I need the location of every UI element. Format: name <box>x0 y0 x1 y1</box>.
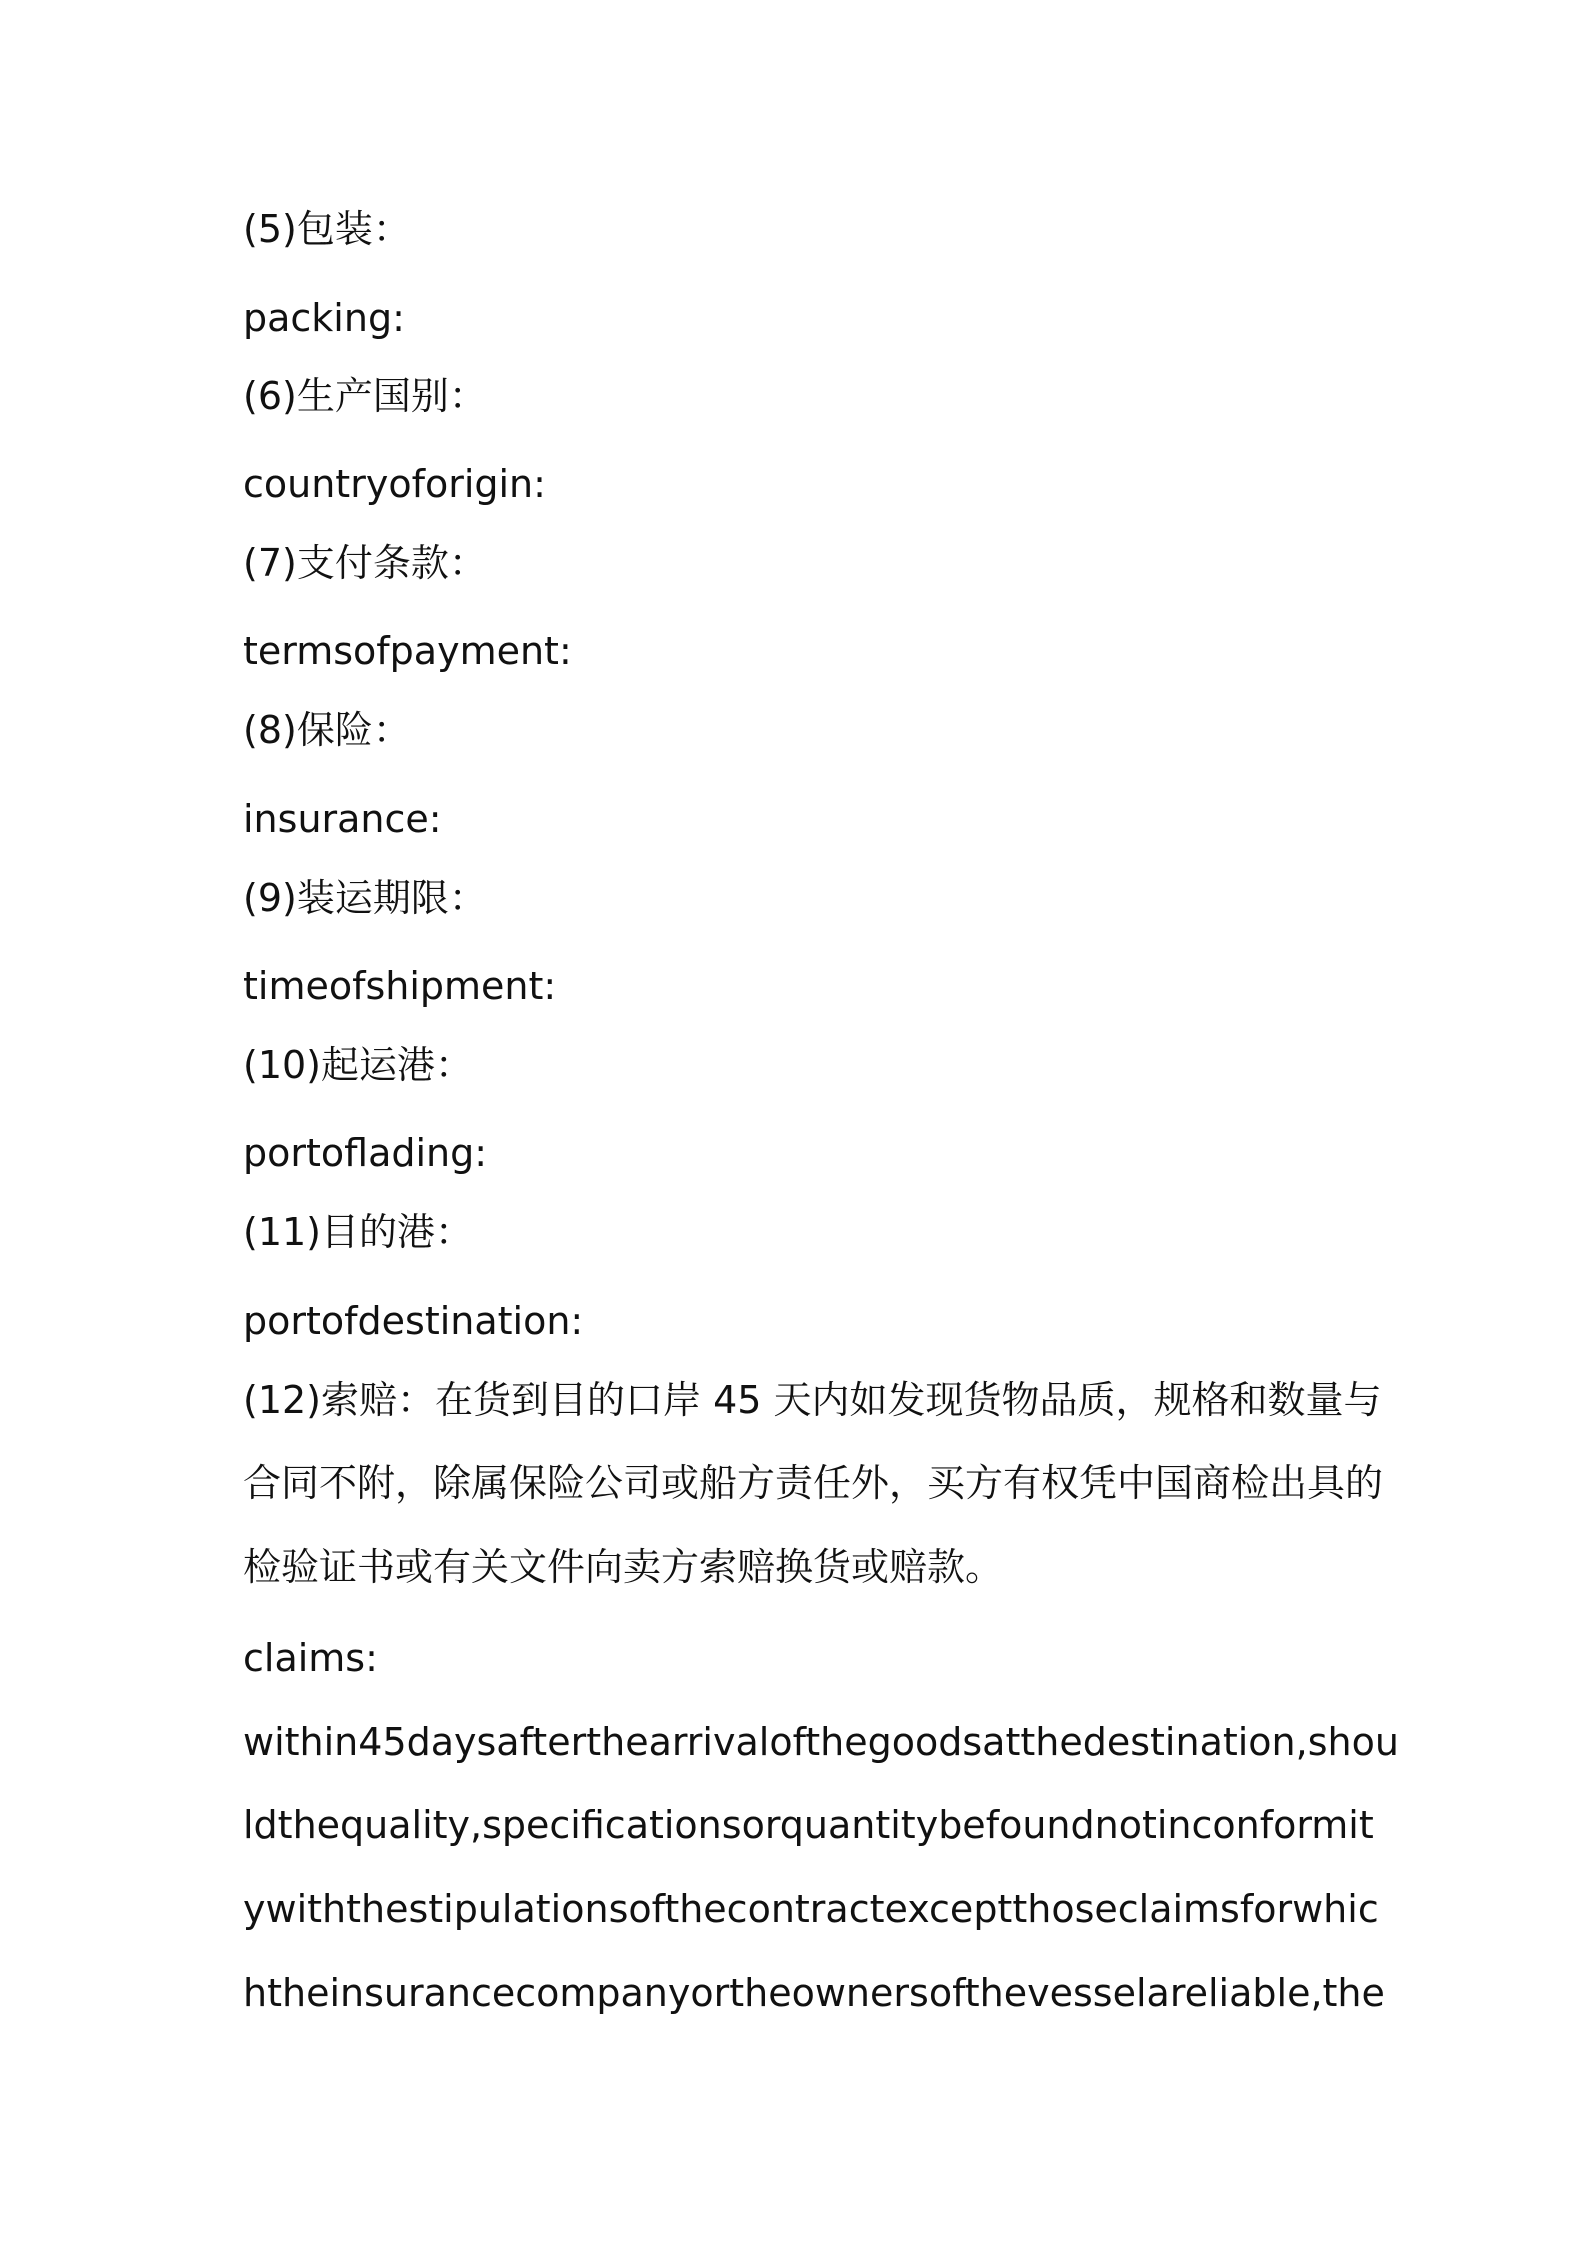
clause-12-zh-text-line-3: 检验证书或有关文件向卖方索赔换货或赔款。 <box>243 1545 1004 1589</box>
clause-12-en-text-line-3: ywiththestipulationsofthecontractexceptthoseclaimsforwhic <box>243 1887 1379 1931</box>
clause-10-en-label: portoflading: <box>243 1131 488 1175</box>
clause-9-en-label: timeofshipment: <box>243 964 557 1008</box>
clause-5-zh-label: (5)包装： <box>243 207 411 251</box>
clause-8-en-label: insurance: <box>243 797 442 841</box>
clause-6-zh-label: (6)生产国别： <box>243 374 487 418</box>
clause-10-zh-label: (10)起运港： <box>243 1043 474 1087</box>
clause-12-en-text-line-1: within45daysafterthearrivalofthegoodsatthedestination,shou <box>243 1720 1399 1764</box>
clause-6-en-label: countryoforigin: <box>243 462 546 506</box>
clause-7-en-label: termsofpayment: <box>243 629 572 673</box>
clause-9-zh-label: (9)装运期限： <box>243 876 487 920</box>
clause-7-zh-label: (7)支付条款： <box>243 541 487 585</box>
clause-5-en-label: packing: <box>243 296 405 340</box>
clause-12-zh-text-line-2: 合同不附，除属保险公司或船方责任外，买方有权凭中国商检出具的 <box>243 1461 1384 1505</box>
clause-11-en-label: portofdestination: <box>243 1299 584 1343</box>
clause-12-en-text-line-2: ldthequality,specificationsorquantitybefoundnotinconformit <box>243 1803 1374 1847</box>
clause-8-zh-label: (8)保险： <box>243 708 411 752</box>
clause-12-en-text-line-4: htheinsurancecompanyortheownersofthevesselareliable,the <box>243 1971 1385 2015</box>
clause-11-zh-label: (11)目的港： <box>243 1210 474 1254</box>
clause-12-zh-text-line-1: (12)索赔：在货到目的口岸 45 天内如发现货物品质，规格和数量与 <box>243 1378 1382 1422</box>
clause-12-en-label: claims: <box>243 1636 378 1680</box>
